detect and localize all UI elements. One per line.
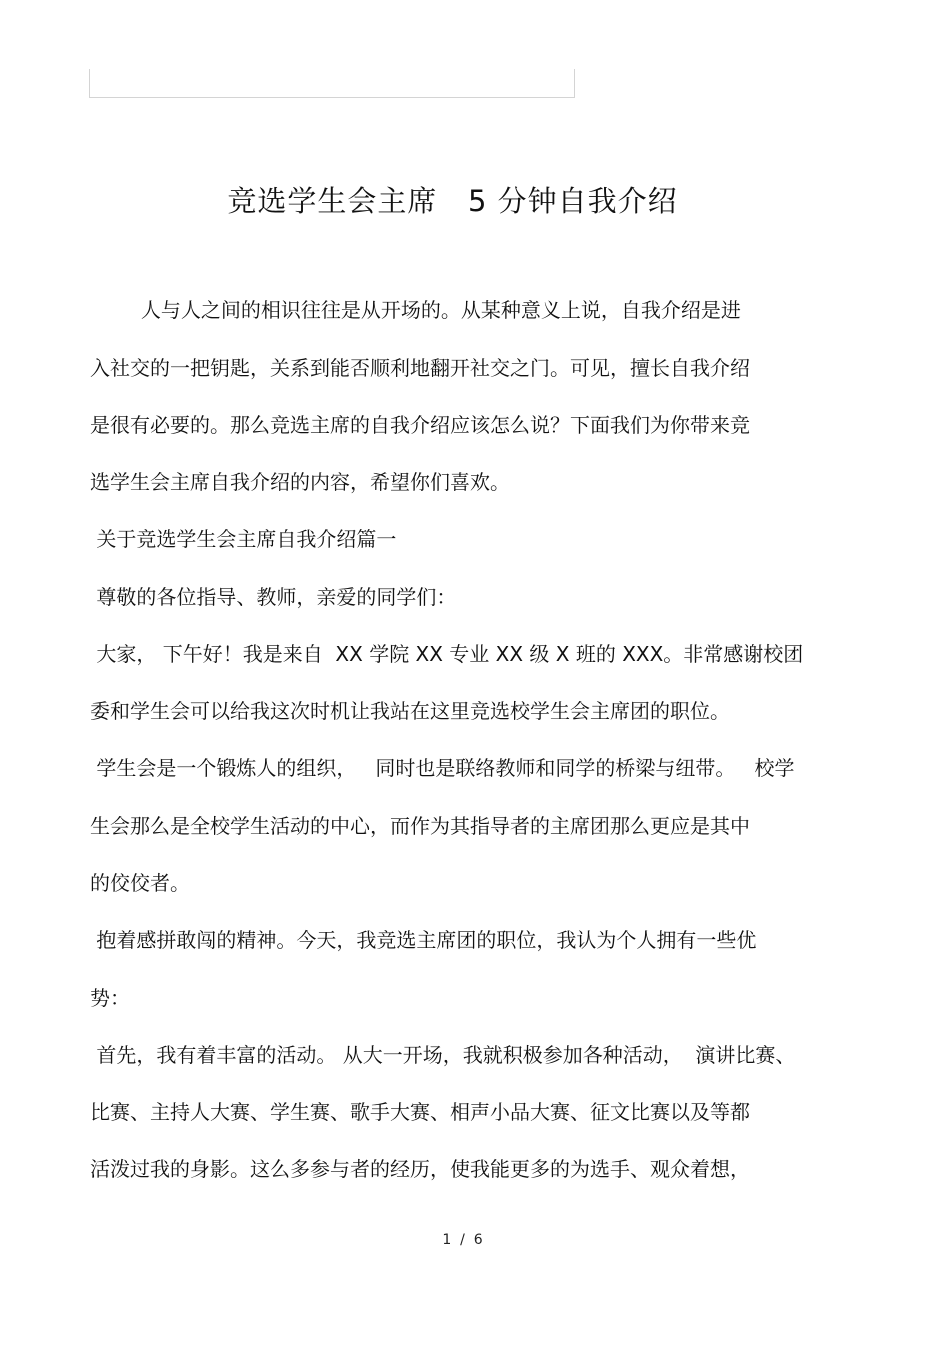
text-line: 人与人之间的相识往往是从开场的。从某种意义上说，自我介绍是进 <box>90 298 741 322</box>
text-line: 入社交的一把钥匙，关系到能否顺利地翻开社交之门。可见，擅长自我介绍 <box>90 356 750 380</box>
text-line: 活泼过我的身影。这么多参与者的经历，使我能更多的为选手、观众着想， <box>90 1157 750 1181</box>
text-line: 是很有必要的。那么竞选主席的自我介绍应该怎么说？下面我们为你带来竞 <box>90 413 750 437</box>
page-number: 1 / 6 <box>442 1232 483 1248</box>
section-heading: 关于竞选学生会主席自我介绍篇一 <box>90 527 397 551</box>
text-line: 的佼佼者。 <box>90 871 190 895</box>
document-title: 竞选学生会主席 5 分钟自我介绍 <box>227 184 678 218</box>
text-line: 势： <box>90 986 130 1010</box>
text-line: 学生会是一个锻炼人的组织， 同时也是联络教师和同学的桥梁与纽带。 校学 <box>90 756 795 780</box>
header-box <box>89 69 575 98</box>
text-line: 选学生会主席自我介绍的内容，希望你们喜欢。 <box>90 470 510 494</box>
text-line: 大家， 下午好！我是来自 XX 学院 XX 专业 XX 级 X 班的 XXX。非常感谢校团 <box>90 642 804 666</box>
text-line: 生会那么是全校学生活动的中心，而作为其指导者的主席团那么更应是其中 <box>90 814 750 838</box>
text-line: 委和学生会可以给我这次时机让我站在这里竞选校学生会主席团的职位。 <box>90 699 730 723</box>
text-line: 首先，我有着丰富的活动。 从大一开场，我就积极参加各种活动， 演讲比赛、 <box>90 1043 796 1067</box>
text-line: 抱着感拼敢闯的精神。今天，我竞选主席团的职位，我认为个人拥有一些优 <box>90 928 757 952</box>
text-line: 尊敬的各位指导、教师，亲爱的同学们： <box>90 585 457 609</box>
text-line: 比赛、主持人大赛、学生赛、歌手大赛、相声小品大赛、征文比赛以及等都 <box>90 1100 750 1124</box>
